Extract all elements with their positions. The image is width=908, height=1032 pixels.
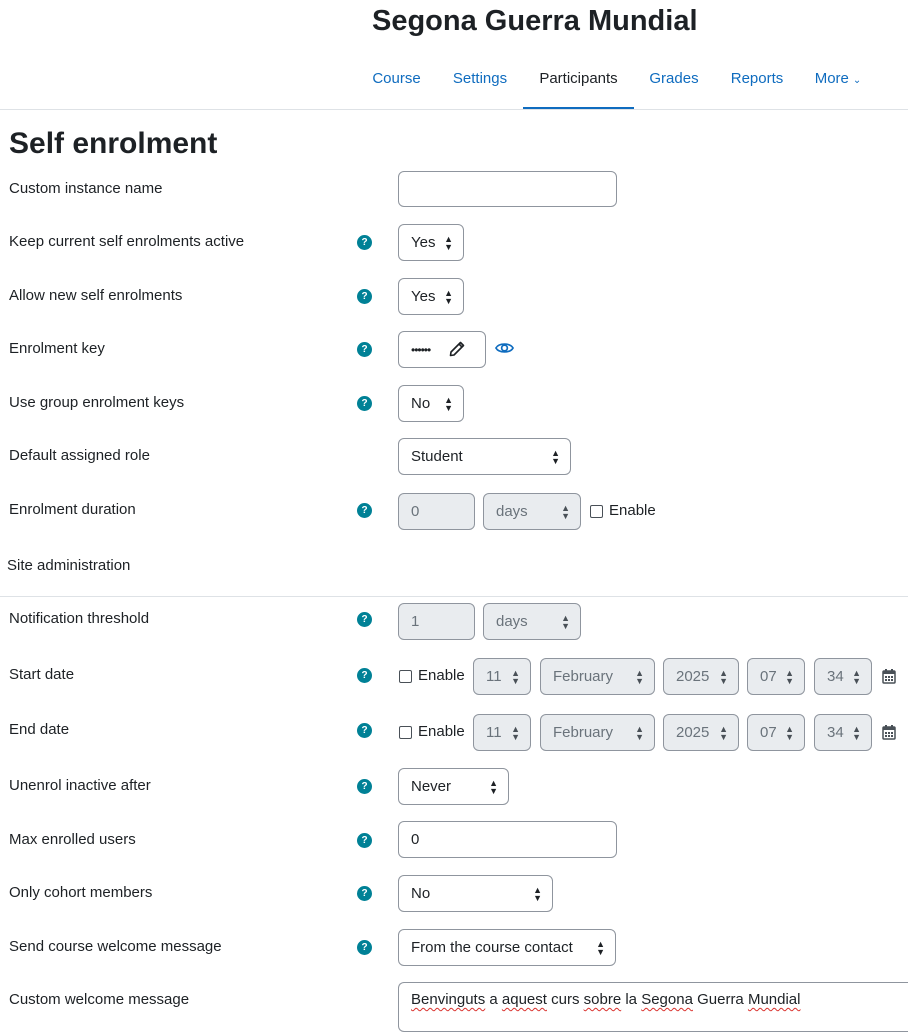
end-hour-select[interactable] <box>747 714 805 751</box>
unenrol-inactive-select[interactable] <box>398 768 509 805</box>
duration-value: 0 <box>411 503 420 520</box>
end-day-select[interactable] <box>473 714 531 751</box>
select-arrows-icon: ▲ ▼ <box>719 667 728 686</box>
welcome-message-textarea[interactable] <box>398 982 908 1032</box>
question-circle-icon[interactable]: ? <box>357 503 372 518</box>
keep-active-value: Yes <box>411 234 436 251</box>
end-month-value: February <box>553 724 614 741</box>
start-day-select[interactable] <box>473 658 531 695</box>
select-arrows-icon: ▲ ▼ <box>719 723 728 742</box>
max-users-input[interactable] <box>398 821 617 858</box>
start-year-value: 2025 <box>676 668 710 685</box>
start-minute-select[interactable] <box>814 658 872 695</box>
start-minute-value: 34 <box>827 668 844 685</box>
select-arrows-icon: ▲ ▼ <box>511 723 520 742</box>
select-arrows-icon: ▲ ▼ <box>785 723 794 742</box>
start-hour-value: 07 <box>760 668 777 685</box>
question-circle-icon[interactable]: ? <box>357 396 372 411</box>
enrolment-key-field[interactable] <box>398 331 486 368</box>
welcome-word: Mundial <box>747 991 801 1008</box>
select-arrows-icon: ▲ ▼ <box>489 777 498 796</box>
question-circle-icon[interactable]: ? <box>357 289 372 304</box>
tab-grades[interactable]: Grades <box>649 70 699 87</box>
select-arrows-icon: ▲ ▼ <box>596 938 605 957</box>
select-arrows-icon: ▲ ▼ <box>635 723 644 742</box>
welcome-word: sobre <box>583 991 622 1008</box>
enrolment-key-label: Enrolment key <box>9 340 105 357</box>
question-circle-icon[interactable]: ? <box>357 668 372 683</box>
default-role-value: Student <box>411 448 463 465</box>
tab-course[interactable]: Course <box>372 70 421 87</box>
question-circle-icon[interactable]: ? <box>357 833 372 848</box>
site-administration-label: Site administration <box>7 557 131 574</box>
default-role-select[interactable] <box>398 438 571 475</box>
select-arrows-icon: ▲ ▼ <box>444 233 453 252</box>
start-date-enable-label: Enable <box>418 667 465 684</box>
end-date-label: End date <box>9 721 70 738</box>
tab-settings[interactable]: Settings <box>452 70 508 87</box>
tab-reports[interactable]: Reports <box>730 70 784 87</box>
question-circle-icon[interactable]: ? <box>357 886 372 901</box>
chevron-down-icon: ⌄ <box>852 75 862 86</box>
end-hour-value: 07 <box>760 724 777 741</box>
welcome-message-label: Custom welcome message <box>9 991 190 1008</box>
welcome-word: aquest <box>501 991 547 1008</box>
start-day-value: 11 <box>486 668 502 685</box>
page-heading: Self enrolment <box>9 127 218 160</box>
select-arrows-icon: ▲ ▼ <box>852 667 861 686</box>
max-users-label: Max enrolled users <box>9 831 136 848</box>
end-day-value: 11 <box>486 724 502 741</box>
select-arrows-icon: ▲ ▼ <box>444 394 453 413</box>
start-date-label: Start date <box>9 666 75 683</box>
select-arrows-icon: ▲ ▼ <box>511 667 520 686</box>
end-minute-select[interactable] <box>814 714 872 751</box>
notify-threshold-unit-value: days <box>496 613 528 630</box>
duration-label: Enrolment duration <box>9 501 136 518</box>
start-month-select[interactable] <box>540 658 655 695</box>
end-year-value: 2025 <box>676 724 710 741</box>
end-month-select[interactable] <box>540 714 655 751</box>
course-title: Segona Guerra Mundial <box>372 5 698 37</box>
select-arrows-icon: ▲ ▼ <box>533 884 542 903</box>
keep-active-label: Keep current self enrolments active <box>9 233 245 250</box>
send-welcome-value: From the course contact <box>411 939 573 956</box>
end-date-enable-checkbox[interactable] <box>399 726 412 739</box>
duration-unit-select[interactable] <box>483 493 581 530</box>
question-circle-icon[interactable]: ? <box>357 723 372 738</box>
section-divider <box>0 596 908 597</box>
select-arrows-icon: ▲ ▼ <box>635 667 644 686</box>
question-circle-icon[interactable]: ? <box>357 779 372 794</box>
tab-more[interactable] <box>800 60 876 110</box>
question-circle-icon[interactable]: ? <box>357 342 372 357</box>
default-role-label: Default assigned role <box>9 447 150 464</box>
duration-unit-value: days <box>496 503 528 520</box>
welcome-word: a <box>489 991 498 1008</box>
unenrol-inactive-label: Unenrol inactive after <box>9 777 151 794</box>
unenrol-inactive-value: Never <box>411 778 452 795</box>
question-circle-icon[interactable]: ? <box>357 235 372 250</box>
end-minute-value: 34 <box>827 724 844 741</box>
group-keys-value: No <box>411 395 431 412</box>
header-divider <box>0 109 908 110</box>
welcome-word: la <box>625 991 638 1008</box>
welcome-word: Benvinguts <box>411 991 486 1008</box>
notify-threshold-unit-select[interactable] <box>483 603 581 640</box>
start-date-enable-checkbox[interactable] <box>399 670 412 683</box>
select-arrows-icon: ▲ ▼ <box>852 723 861 742</box>
eye-icon[interactable] <box>495 340 514 356</box>
cohort-only-value: No <box>411 885 431 902</box>
calendar-icon[interactable] <box>882 724 896 740</box>
select-arrows-icon: ▲ ▼ <box>785 667 794 686</box>
start-month-value: February <box>553 668 614 685</box>
custom-instance-name-label: Custom instance name <box>9 180 163 197</box>
start-year-select[interactable] <box>663 658 739 695</box>
tab-participants[interactable]: Participants <box>523 60 634 110</box>
duration-enable-checkbox[interactable] <box>590 505 603 518</box>
welcome-word: Segona <box>641 991 693 1008</box>
select-arrows-icon: ▲ ▼ <box>561 502 570 521</box>
select-arrows-icon: ▲ ▼ <box>561 612 570 631</box>
notify-threshold-input[interactable] <box>398 603 475 640</box>
tab-more-label: More <box>814 70 849 87</box>
end-year-select[interactable] <box>663 714 739 751</box>
calendar-icon[interactable] <box>882 668 896 684</box>
welcome-word: curs <box>551 991 580 1008</box>
group-keys-select[interactable] <box>398 385 464 422</box>
pencil-icon[interactable] <box>449 341 465 357</box>
send-welcome-label: Send course welcome message <box>9 938 222 955</box>
cohort-only-label: Only cohort members <box>9 884 153 901</box>
question-circle-icon[interactable]: ? <box>357 612 372 627</box>
notify-threshold-label: Notification threshold <box>9 610 150 627</box>
select-arrows-icon: ▲ ▼ <box>444 287 453 306</box>
end-date-enable-label: Enable <box>418 723 465 740</box>
welcome-message-text <box>411 991 800 1008</box>
enrolment-key-value: •••••• <box>411 343 431 357</box>
duration-enable-label: Enable <box>609 502 656 519</box>
cohort-only-select[interactable] <box>398 875 553 912</box>
allow-new-select[interactable] <box>398 278 464 315</box>
custom-instance-name-input[interactable] <box>398 171 617 207</box>
send-welcome-select[interactable] <box>398 929 616 966</box>
allow-new-value: Yes <box>411 288 436 305</box>
start-hour-select[interactable] <box>747 658 805 695</box>
duration-input[interactable] <box>398 493 475 530</box>
notify-threshold-value: 1 <box>411 613 420 630</box>
allow-new-label: Allow new self enrolments <box>9 287 183 304</box>
question-circle-icon[interactable]: ? <box>357 940 372 955</box>
welcome-word: Guerra <box>697 991 744 1008</box>
keep-active-select[interactable] <box>398 224 464 261</box>
select-arrows-icon: ▲ ▼ <box>551 447 560 466</box>
group-keys-label: Use group enrolment keys <box>9 394 185 411</box>
